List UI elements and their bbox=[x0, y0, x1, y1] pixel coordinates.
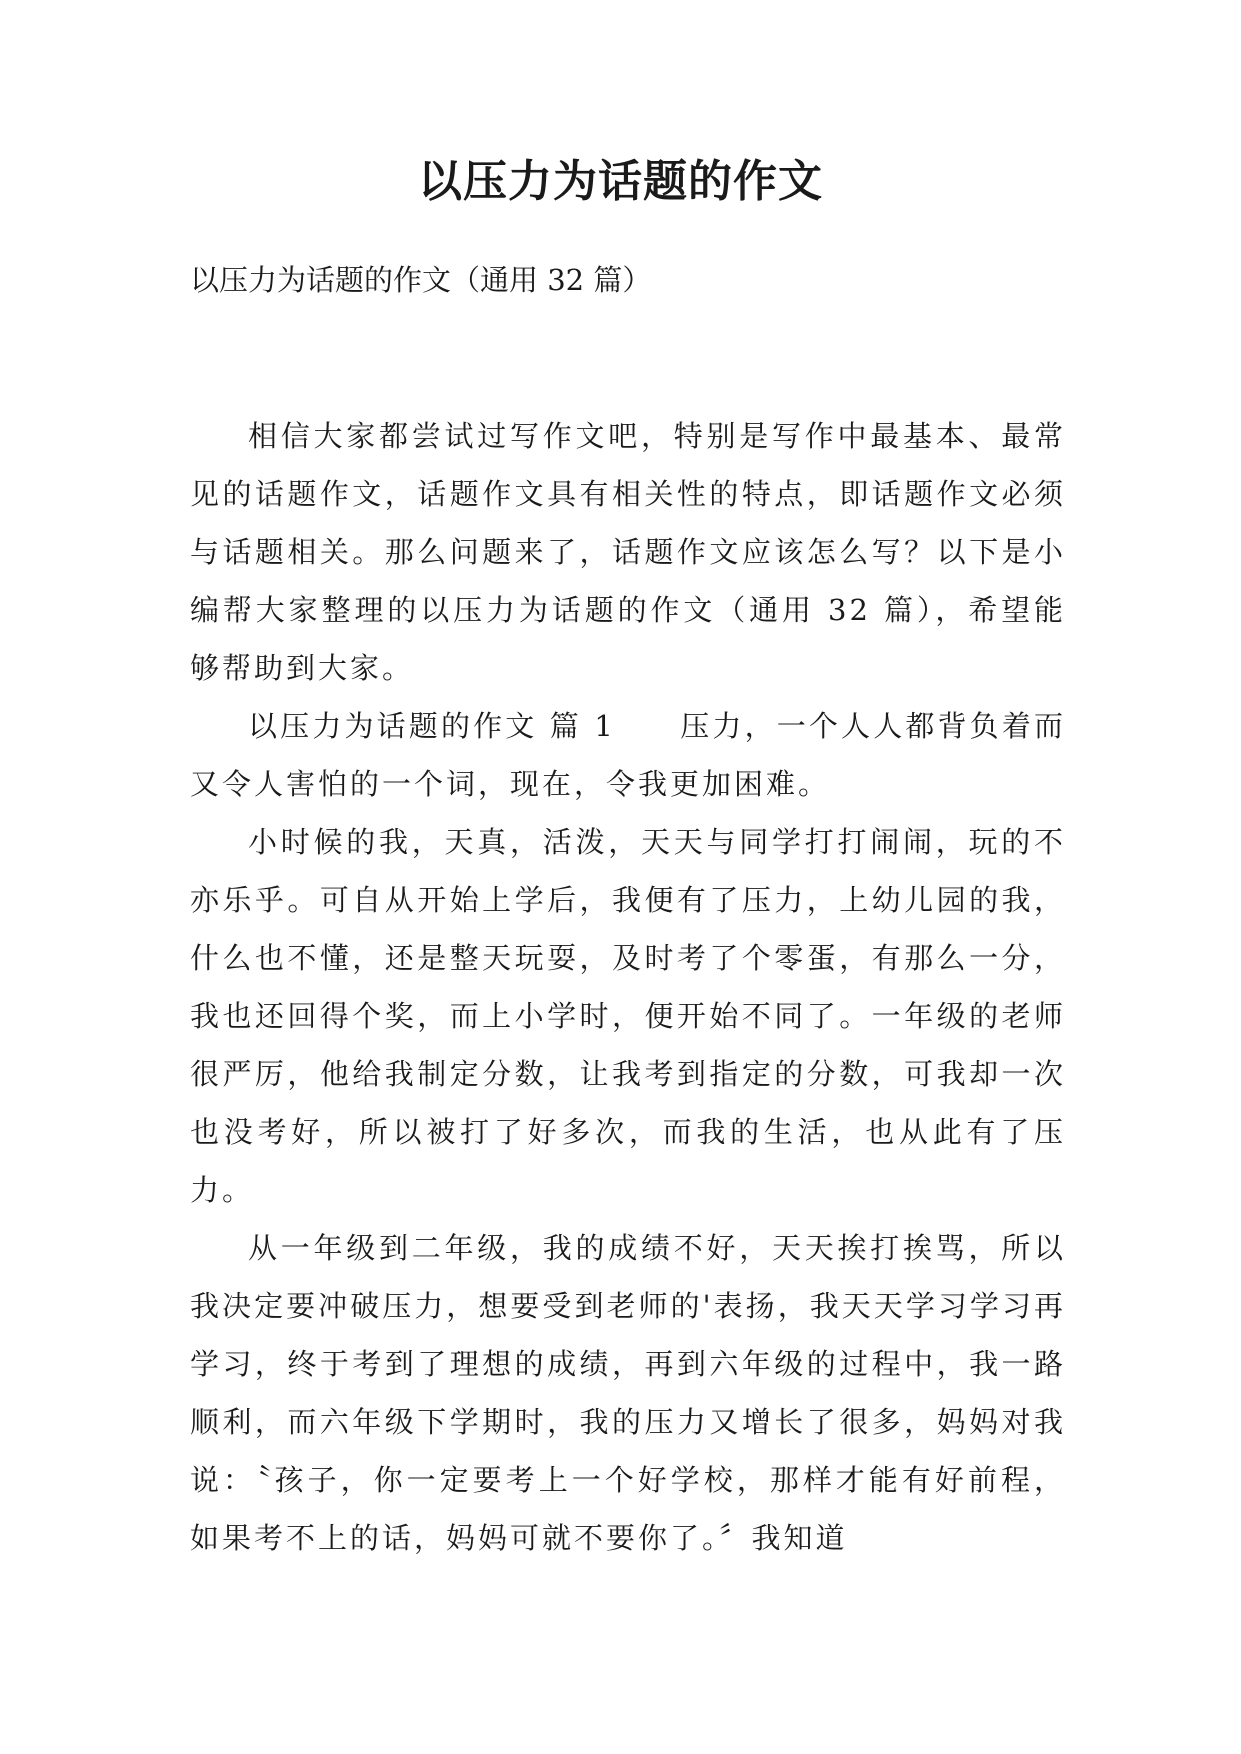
document-subtitle: 以压力为话题的作文（通用 32 篇） bbox=[190, 263, 652, 297]
paragraph-childhood: 小时候的我，天真，活泼，天天与同学打打闹闹，玩的不亦乐乎。可自从开始上学后，我便有了压力，上幼儿园的我，什么也不懂，还是整天玩耍，及时考了个零蛋，有那么一分，我也还回得个奖，而上小学时，便开始不同了。一年级的老师很严厉，他给我制定分数，让我考到指定的分数，可我却一次也没考好，所以被打了好多次，而我的生活，也从此有了压力。 bbox=[190, 825, 1066, 1207]
paragraph-grades: 从一年级到二年级，我的成绩不好，天天挨打挨骂，所以我决定要冲破压力，想要受到老师的'表扬，我天天学习学习再学习，终于考到了理想的成绩，再到六年级的过程中，我一路顺利，而六年级下学期时，我的压力又增长了很多，妈妈对我说：〝孩子，你一定要考上一个好学校，那样才能有好前程，如果考不上的话，妈妈可就不要你了。〞我知道 bbox=[190, 1231, 1066, 1555]
document-title: 以压力为话题的作文 bbox=[418, 156, 823, 207]
paragraph-essay-1-opening: 以压力为话题的作文 篇 1 压力，一个人人都背负着而又令人害怕的一个词，现在，令我更加困难。 bbox=[190, 709, 1066, 801]
paragraph-intro: 相信大家都尝试过写作文吧，特别是写作中最基本、最常见的话题作文，话题作文具有相关性的特点，即话题作文必须与话题相关。那么问题来了，话题作文应该怎么写？以下是小编帮大家整理的以压力为话题的作文（通用 32 篇），希望能够帮助到大家。 bbox=[190, 419, 1066, 685]
document-body bbox=[190, 407, 1066, 1567]
